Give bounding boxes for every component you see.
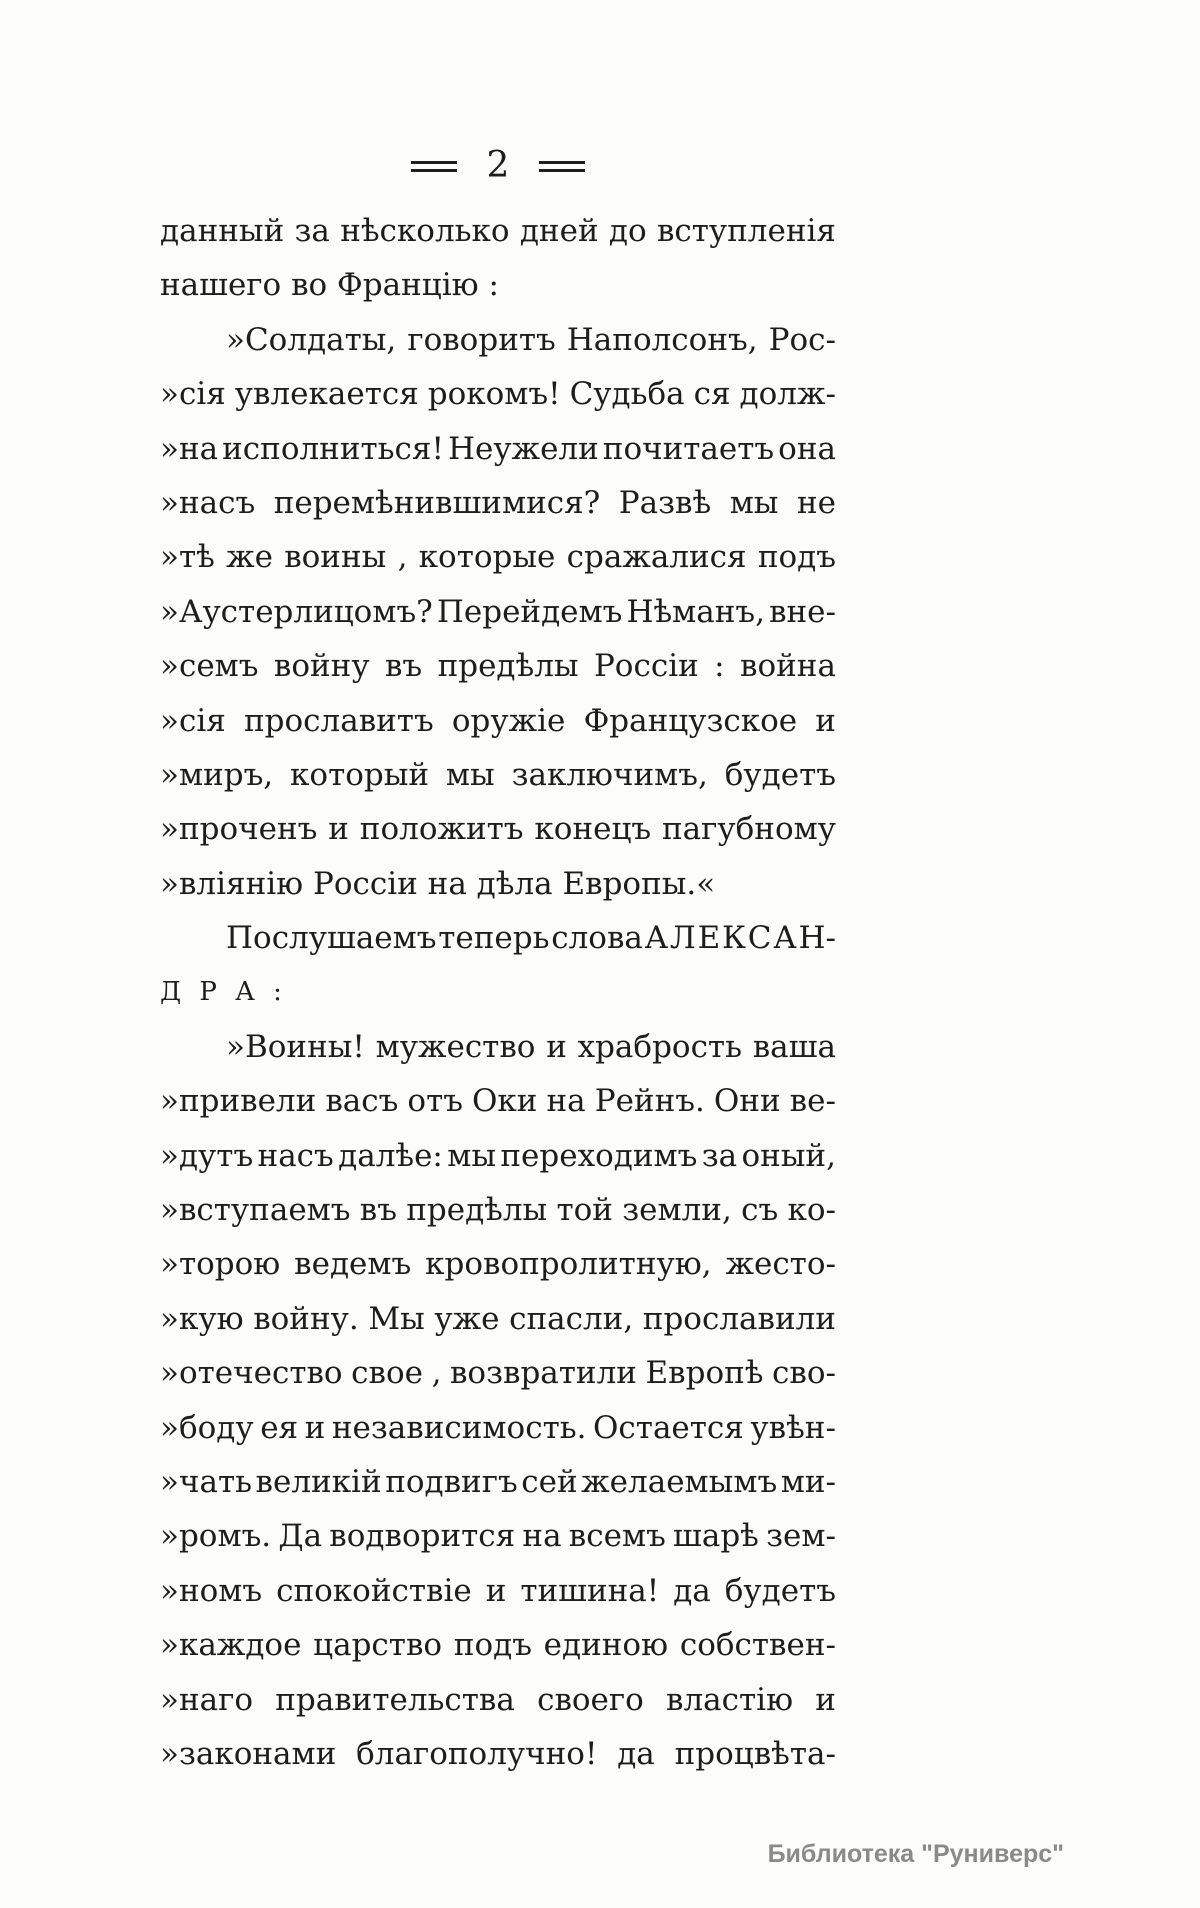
- page-number: 2: [486, 145, 510, 186]
- text-line: »проченъ и положитъ конецъ пагубному: [160, 811, 836, 848]
- text-line: »кую войну. Мы уже спасли, прославили: [160, 1300, 836, 1337]
- text-line: »сія увлекается рокомъ! Судьба ся долж-: [160, 376, 836, 413]
- library-watermark: Библиотека "Руниверс": [767, 1840, 1064, 1868]
- double-rule-right-icon: [539, 161, 585, 172]
- text-line: »привели васъ отъ Оки на Рейнъ. Они ве-: [160, 1083, 836, 1120]
- double-rule-left-icon: [411, 161, 457, 172]
- text-line: »номъ спокойствіе и тишина! да будетъ: [160, 1572, 836, 1609]
- text-line: »ромъ. Да водворится на всемъ шарѣ зем-: [160, 1518, 836, 1555]
- page-header: [160, 145, 836, 186]
- text-line: »законами благополучно! да процвѣта-: [160, 1735, 836, 1772]
- text-line: »каждое царство подъ единою собствен-: [160, 1627, 836, 1664]
- text-line: »вступаемъ въ предѣлы той земли, съ ко-: [160, 1192, 836, 1229]
- text-line: данный за нѣсколько дней до вступленія: [160, 213, 836, 249]
- text-line: »Аустерлицомъ? Перейдемъ Нѣманъ, вне-: [160, 593, 836, 630]
- text-line: »отечество свое , возвратили Европѣ сво-: [160, 1355, 836, 1392]
- text-line: »Воины! мужество и храбрость ваша: [226, 1028, 836, 1065]
- text-line: Д Р А :: [160, 977, 287, 1008]
- text-line: »Солдаты, говоритъ Наполсонъ, Рос-: [226, 321, 836, 358]
- text-line: »дутъ насъ далѣе: мы переходимъ за оный,: [160, 1137, 836, 1174]
- text-line: »наго правительства своего властію и: [160, 1681, 836, 1718]
- text-line: »сія прославитъ оружіе Французское и: [160, 702, 836, 739]
- text-line: »боду ея и независимость. Остается увѣн-: [160, 1409, 836, 1446]
- text-line: »миръ, который мы заключимъ, будетъ: [160, 756, 836, 793]
- text-line: »насъ перемѣнившимися? Развѣ мы не: [160, 484, 836, 521]
- text-line: нашего во Францію :: [160, 267, 499, 304]
- text-line: »семъ войну въ предѣлы Россіи : война: [160, 648, 836, 685]
- text-line: »торою ведемъ кровопролитную, жесто-: [160, 1246, 836, 1283]
- text-line: »тѣ же воины , которые сражалися подъ: [160, 539, 836, 576]
- text-line: »чать великій подвигъ сей желаемымъ ми-: [160, 1463, 836, 1500]
- text-line: Послушаемъ теперь слова А Л Е К С А Н-: [226, 920, 836, 957]
- text-line: »вліянію Россіи на дѣла Европы.«: [160, 865, 716, 902]
- text-block: [160, 204, 836, 1781]
- text-line: »на исполниться! Неужели почитаетъ она: [160, 430, 836, 467]
